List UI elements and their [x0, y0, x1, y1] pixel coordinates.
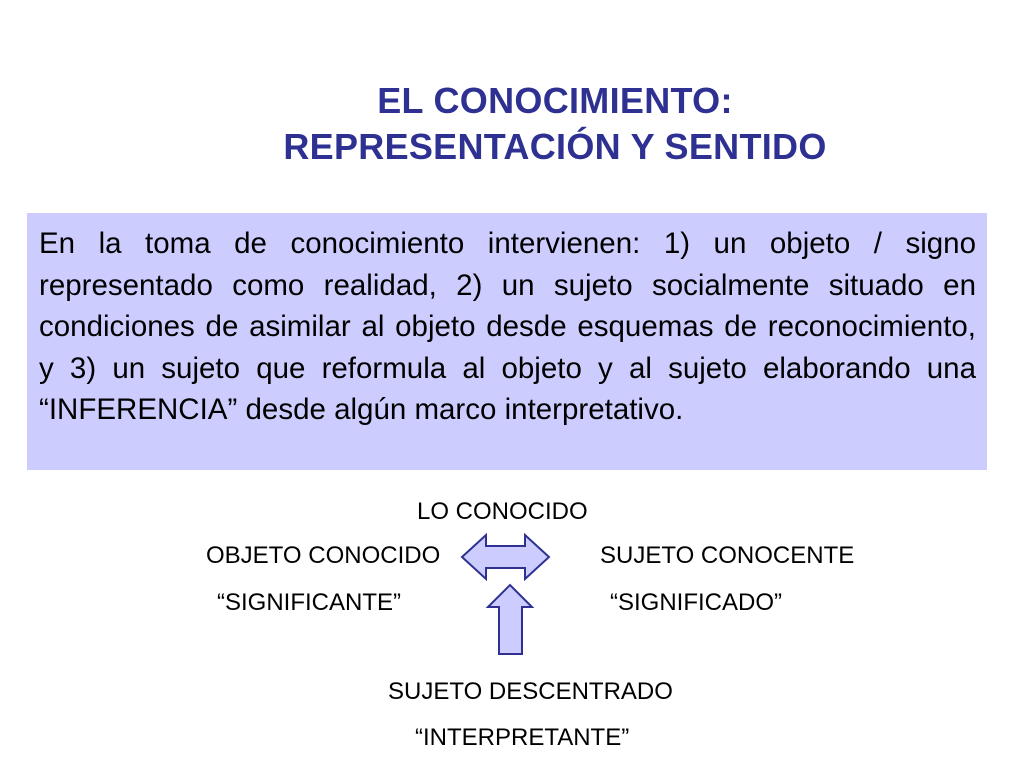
- up-arrow-icon: [488, 585, 532, 654]
- interpretante-label: “INTERPRETANTE”: [415, 724, 630, 751]
- sujeto-descentrado-label: SUJETO DESCENTRADO: [388, 678, 673, 705]
- double-arrow-icon: [462, 535, 549, 579]
- significante-label: “SIGNIFICANTE”: [217, 589, 401, 616]
- title-line-1: EL CONOCIMIENTO:: [377, 80, 733, 121]
- significado-label: “SIGNIFICADO”: [610, 589, 782, 616]
- sujeto-conocente-label: SUJETO CONOCENTE: [600, 542, 855, 569]
- title-line-2: REPRESENTACIÓN Y SENTIDO: [283, 126, 827, 167]
- objeto-conocido-label: OBJETO CONOCIDO: [206, 542, 441, 569]
- intro-text: En la toma de conocimiento intervienen: 1) un objeto / signo representado como realidad, 2) un sujeto socialmente situado en condiciones de asimilar al objeto desde esquemas de reconocimiento, y 3) un sujeto que reformula al objeto y al sujeto elaborando una “INFERENCIA” desde algún marco interpretativo.: [39, 227, 976, 426]
- lo-conocido-label: LO CONOCIDO: [417, 498, 588, 525]
